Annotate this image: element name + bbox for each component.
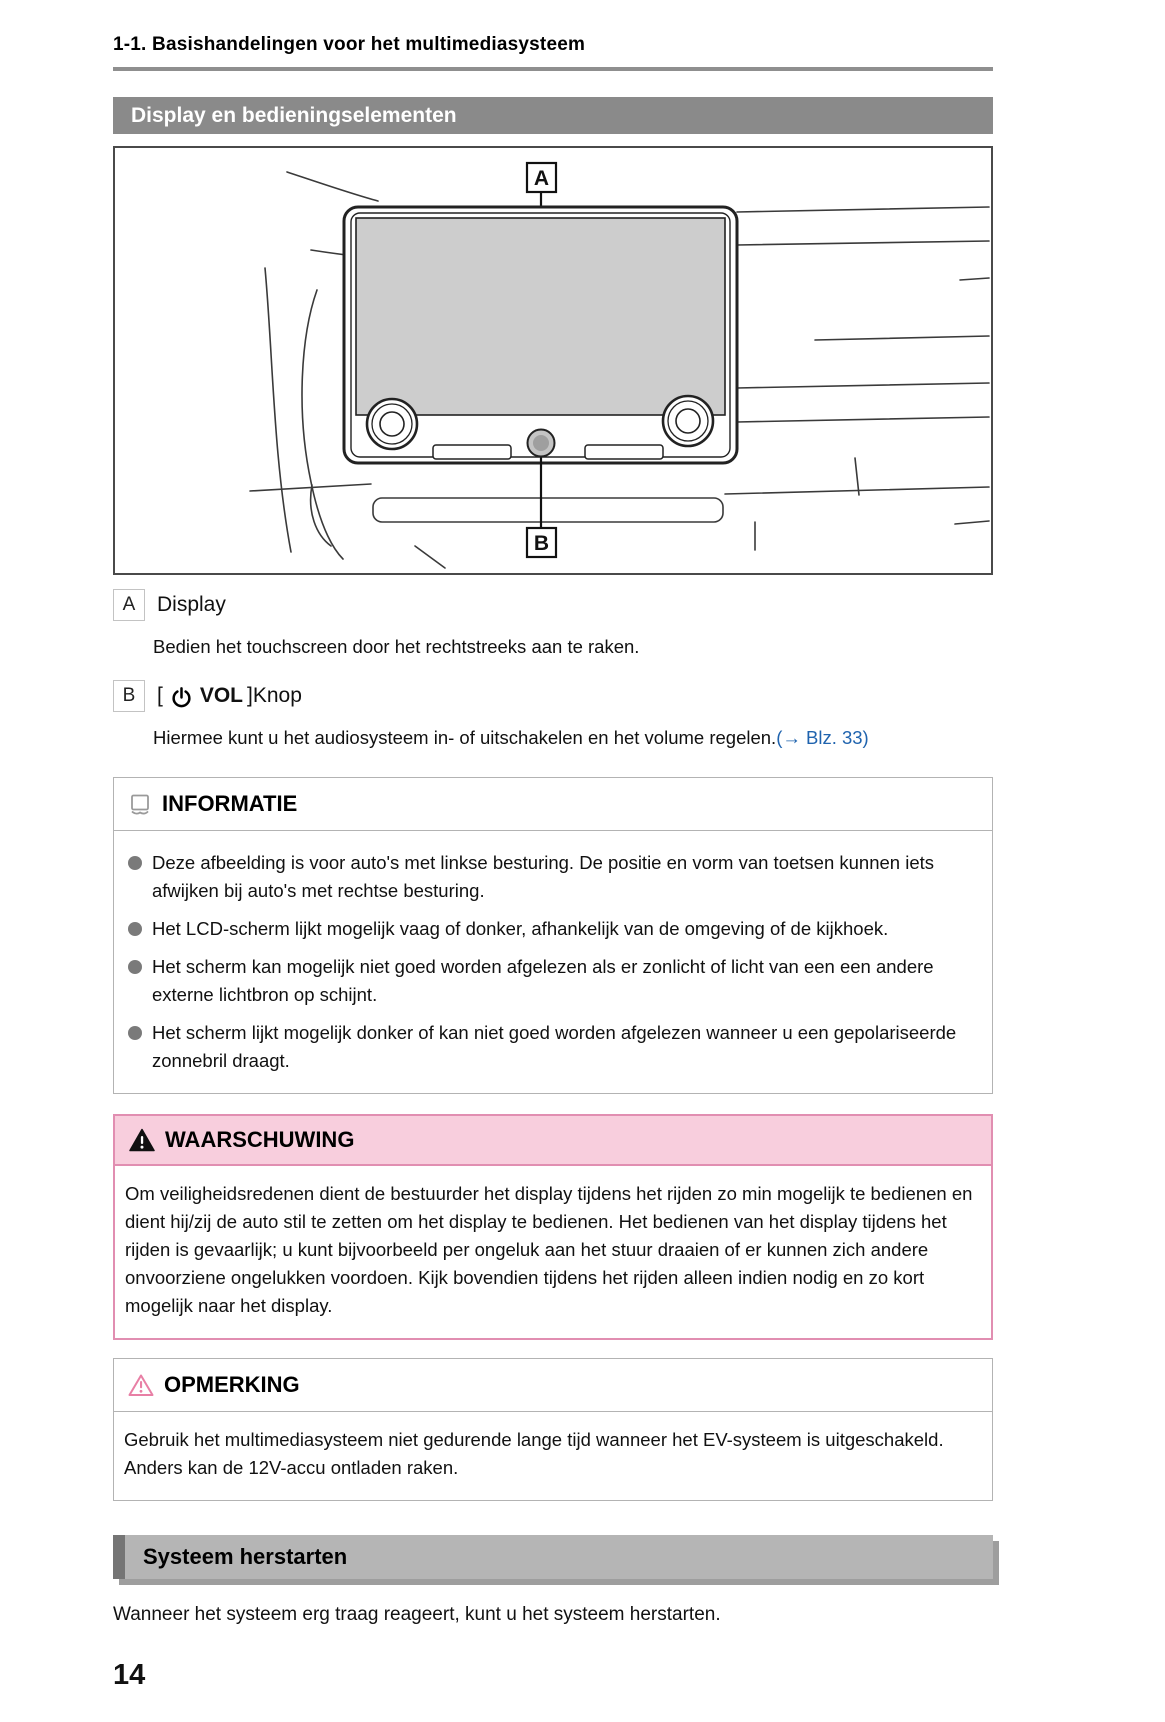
legend-a-title: Display [157,593,226,616]
page-number: 14 [113,1659,146,1691]
information-title: INFORMATIE [162,791,298,816]
warning-triangle-icon [129,1128,155,1152]
list-item [126,849,980,905]
legend-b-title [157,684,302,708]
information-box-body [114,831,992,1093]
note-triangle-icon [128,1373,154,1397]
diagram-label-a: A [533,167,550,190]
section-title: Display en bedieningselementen [131,103,457,127]
breadcrumb-divider [113,67,993,71]
list-item [126,1019,980,1075]
touchscreen-display [356,218,725,415]
legend-a-description: Bedien het touchscreen door het rechtstreeks aan te raken. [153,636,640,657]
diagram-label-b: B [533,532,550,555]
bracket-close-knop: ]Knop [247,684,302,707]
note-box-header [114,1359,992,1412]
breadcrumb: 1-1. Basishandelingen voor het multimediasysteem [113,34,586,55]
bullet-text: Het scherm lijkt mogelijk donker of kan niet goed worden afgelezen wanneer u een gepolariseerde zonnebril draagt. [152,1022,957,1071]
note-title: OPMERKING [164,1372,300,1397]
warning-box-header [115,1116,991,1166]
note-box-body: Gebruik het multimediasysteem niet gedurende lange tijd wanneer het EV-systeem is uitgeschakeld. Anders kan de 12V-accu ontladen raken. [124,1429,944,1478]
legend-b-text: Hiermee kunt u het audiosysteem in- of uitschakelen en het volume regelen. [153,727,777,748]
left-knob [367,399,417,449]
warning-title: WAARSCHUWING [165,1127,355,1152]
bullet-icon [128,1026,142,1040]
warning-box [113,1114,993,1340]
power-icon [170,686,193,709]
vol-label: VOL [199,684,244,707]
info-book-icon [128,792,152,816]
information-box-header [114,778,992,831]
list-item [126,915,980,943]
bullet-icon [128,856,142,870]
dashboard-illustration [115,148,991,573]
bullet-icon [128,922,142,936]
bullet-text: Deze afbeelding is voor auto's met linkse besturing. De positie en vorm van toetsen kunnen iets afwijken bij auto's met rechtse besturing. [152,852,934,901]
list-item [126,953,980,1009]
legend-b-description [153,724,993,751]
restart-title: Systeem herstarten [143,1544,348,1569]
section-header-restart [113,1535,993,1579]
information-box [113,777,993,1094]
bullet-icon [128,960,142,974]
note-box [113,1358,993,1501]
dashboard-figure [113,146,993,575]
restart-paragraph: Wanneer het systeem erg traag reageert, kunt u het systeem herstarten. [113,1604,721,1625]
bullet-text: Het LCD-scherm lijkt mogelijk vaag of donker, afhankelijk van de omgeving of de kijkhoek. [152,918,889,939]
key-box-b: B [113,680,145,712]
bracket-open: [ [157,684,163,707]
legend-item-b [113,680,993,712]
page-reference-link[interactable]: (→ Blz. 33) [776,727,869,748]
bullet-text: Het scherm kan mogelijk niet goed worden afgelezen als er zonlicht of licht van een een andere externe lichtbron op schijnt. [152,956,934,1005]
power-vol-knob [528,430,555,457]
key-box-a: A [113,589,145,621]
right-knob [663,396,713,446]
warning-box-body: Om veiligheidsredenen dient de bestuurder het display tijdens het rijden zo min mogelijk te bedienen en dient hij/zij de auto stil te zetten om het display te bedienen. Het bedienen van het display tijdens het rijden is gevaarlijk; u kunt bijvoorbeeld per ongeluk aan het stuur draaien of er kunnen zich andere onvoorziene ongelukken voordoen. Kijk bovendien tijdens het rijden alleen indien nodig en zo kort mogelijk naar het display. [125,1183,973,1316]
legend-item-a [113,589,993,621]
section-header-display [113,97,993,134]
